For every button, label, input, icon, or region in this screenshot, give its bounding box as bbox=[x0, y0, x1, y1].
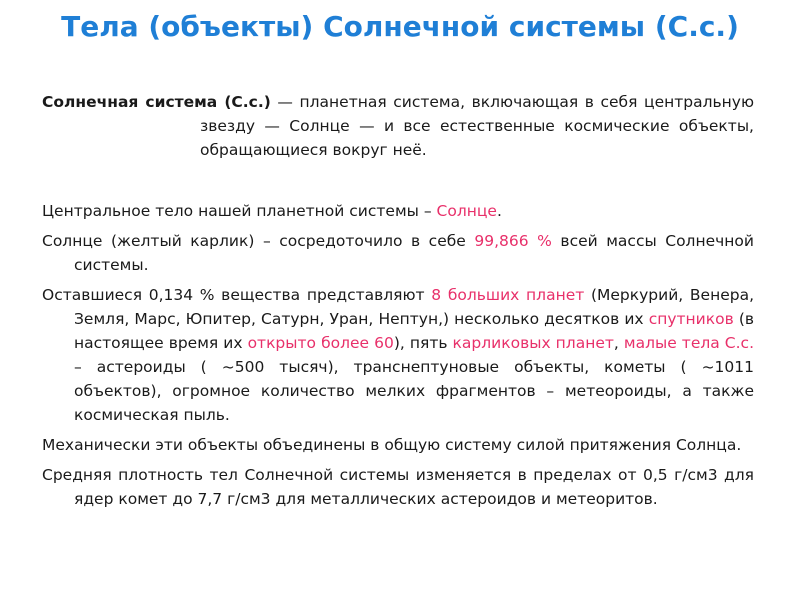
text: ), пять bbox=[393, 334, 453, 352]
highlight-sun: Солнце bbox=[436, 202, 497, 220]
text: всей массы Солнечной системы. bbox=[74, 232, 754, 274]
text: Средняя плотность тел Солнечной системы изменяется в пределах от 0,5 г/см3 для ядер комет до 7,7 г/см3 для металлических астероидов и метеоритов. bbox=[42, 466, 754, 508]
text: Механически эти объекты объединены в общую систему силой притяжения Солнца. bbox=[42, 436, 742, 454]
paragraph-density bbox=[42, 463, 754, 511]
text: Оставшиеся 0,134 % вещества представляют bbox=[42, 286, 432, 304]
text: Центральное тело нашей планетной системы – bbox=[42, 202, 437, 220]
definition-term: Солнечная система (С.с.) bbox=[42, 93, 271, 111]
text: (Меркурий, Венера, Земля, Марс, Юпитер, Сатурн, Уран, Нептун,) несколько десятков их bbox=[74, 286, 755, 328]
page-title: Тела (объекты) Солнечной системы (С.с.) bbox=[61, 10, 739, 43]
paragraph-remaining-matter bbox=[42, 283, 754, 427]
highlight-small-bodies: малые тела С.с. bbox=[623, 334, 754, 352]
definition-text: — планетная система, включающая в себя центральную звезду — Солнце — и все естественные космические объекты, обращающиеся вокруг неё. bbox=[200, 93, 754, 159]
highlight-mass-percent: 99,866 % bbox=[474, 232, 552, 250]
definition-paragraph bbox=[42, 90, 754, 162]
text: Солнце (желтый карлик) – сосредоточило в себе bbox=[42, 232, 475, 250]
text: , bbox=[613, 334, 624, 352]
content-body bbox=[42, 199, 754, 517]
highlight-dwarf-planets: карликовых планет bbox=[452, 334, 614, 352]
paragraph-sun-mass bbox=[42, 229, 754, 277]
paragraph-gravity bbox=[42, 433, 754, 457]
text: (в настоящее время их bbox=[74, 310, 754, 352]
paragraph-central-body bbox=[42, 199, 754, 223]
text: – астероиды ( ~500 тысяч), транснептуновые объекты, кометы ( ~1011 объектов), огромное количество мелких фрагментов – метеороиды, а также космическая пыль. bbox=[74, 358, 754, 424]
highlight-planets: 8 больших планет bbox=[431, 286, 585, 304]
highlight-satellites: спутников bbox=[648, 310, 734, 328]
highlight-discovered: открыто более 60 bbox=[247, 334, 394, 352]
text: . bbox=[496, 202, 502, 220]
